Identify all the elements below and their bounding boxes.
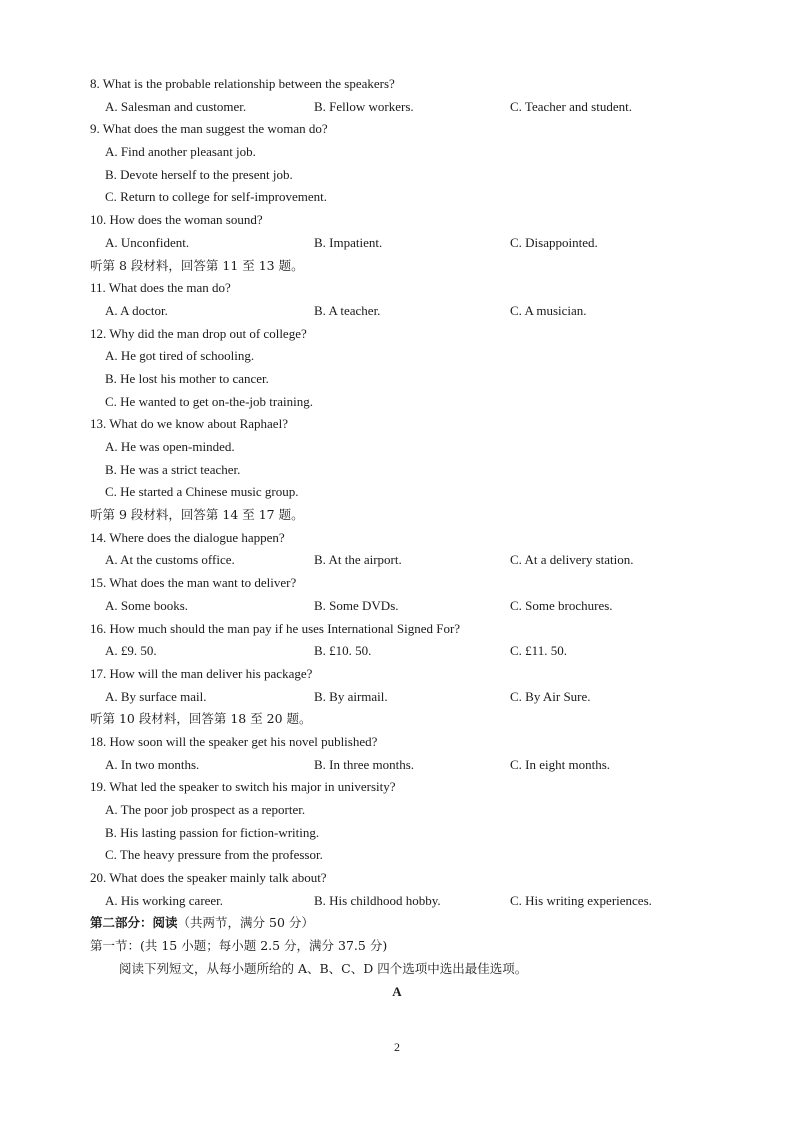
question-10: 10. How does the woman sound?	[90, 212, 263, 228]
option-c: C. In eight months.	[510, 756, 611, 772]
option-c: C. Some brochures.	[510, 597, 613, 613]
options-row	[90, 754, 710, 777]
option-a: A. Find another pleasant job.	[105, 144, 256, 160]
option-b: B. His childhood hobby.	[314, 892, 441, 908]
options-row	[90, 640, 710, 663]
option-c: C. A musician.	[510, 302, 587, 318]
question-12: 12. Why did the man drop out of college?	[90, 325, 307, 341]
option-b: B. By airmail.	[314, 688, 388, 704]
option-a: A. By surface mail.	[105, 688, 207, 704]
question-11: 11. What does the man do?	[90, 280, 231, 296]
section-instruction: 听第 10 段材料，回答第 18 至 20 题。	[90, 711, 312, 727]
section-instruction: 听第 9 段材料，回答第 14 至 17 题。	[90, 507, 304, 523]
options-row	[90, 595, 710, 618]
option-b: B. His lasting passion for fiction-writing.	[105, 824, 320, 840]
section-instruction: 听第 8 段材料，回答第 11 至 13 题。	[90, 257, 304, 273]
option-b: B. He lost his mother to cancer.	[105, 370, 269, 386]
option-a: A. His working career.	[105, 892, 224, 908]
option-a: A. £9. 50.	[105, 643, 157, 659]
section1-heading: 第一节：(共 15 小题；每小题 2.5 分，满分 37.5 分)	[90, 938, 388, 954]
option-c: C. His writing experiences.	[510, 892, 652, 908]
option-c: C. By Air Sure.	[510, 688, 591, 704]
question-14: 14. Where does the dialogue happen?	[90, 529, 285, 545]
passage-label: A	[392, 983, 402, 999]
option-b: B. £10. 50.	[314, 643, 372, 659]
option-c: C. At a delivery station.	[510, 552, 634, 568]
question-13: 13. What do we know about Raphael?	[90, 416, 288, 432]
option-c: C. Teacher and student.	[510, 98, 632, 114]
option-b: B. Some DVDs.	[314, 597, 399, 613]
option-a: A. Some books.	[105, 597, 189, 613]
option-a: A. Salesman and customer.	[105, 98, 247, 114]
option-c: C. The heavy pressure from the professor.	[105, 847, 323, 863]
options-row	[90, 549, 710, 572]
option-a: A. He got tired of schooling.	[105, 348, 255, 364]
options-row	[90, 686, 710, 709]
question-20: 20. What does the speaker mainly talk about?	[90, 870, 327, 886]
reading-instruction: 阅读下列短文，从每小题所给的 A、B、C、D 四个选项中选出最佳选项。	[119, 960, 528, 976]
options-row	[90, 890, 710, 913]
option-c: C. £11. 50.	[510, 643, 567, 659]
option-b: B. Devote herself to the present job.	[105, 166, 293, 182]
option-b: B. He was a strict teacher.	[105, 461, 241, 477]
option-b: B. A teacher.	[314, 302, 381, 318]
part2-heading	[90, 912, 710, 935]
options-row	[90, 232, 710, 255]
part2-title: 第二部分：阅读	[90, 915, 178, 931]
option-a: A. In two months.	[105, 756, 200, 772]
option-a: A. The poor job prospect as a reporter.	[105, 802, 306, 817]
question-16: 16. How much should the man pay if he uses International Signed For?	[90, 620, 461, 636]
question-18: 18. How soon will the speaker get his novel published?	[90, 733, 378, 749]
options-row	[90, 300, 710, 323]
option-c: C. He started a Chinese music group.	[105, 484, 299, 500]
options-row	[90, 96, 710, 119]
option-a: A. He was open-minded.	[105, 439, 235, 454]
option-c: C. He wanted to get on-the-job training.	[105, 393, 313, 409]
option-b: B. In three months.	[314, 756, 415, 772]
page-content	[90, 73, 710, 1003]
part2-subtitle: （共两节，满分 50 分）	[177, 915, 314, 931]
option-c: C. Return to college for self-improvement.	[105, 189, 328, 205]
option-a: A. A doctor.	[105, 302, 168, 318]
page-number: 2	[394, 1040, 400, 1054]
option-a: A. At the customs office.	[105, 552, 235, 568]
option-b: B. At the airport.	[314, 552, 402, 568]
option-a: A. Unconfident.	[105, 234, 190, 250]
question-15: 15. What does the man want to deliver?	[90, 575, 297, 591]
question-19: 19. What led the speaker to switch his major in university?	[90, 779, 396, 795]
option-b: B. Impatient.	[314, 234, 383, 250]
question-8: 8. What is the probable relationship between the speakers?	[90, 76, 395, 91]
option-c: C. Disappointed.	[510, 234, 598, 250]
question-17: 17. How will the man deliver his package?	[90, 665, 313, 681]
question-9: 9. What does the man suggest the woman do?	[90, 121, 328, 137]
option-b: B. Fellow workers.	[314, 98, 414, 114]
